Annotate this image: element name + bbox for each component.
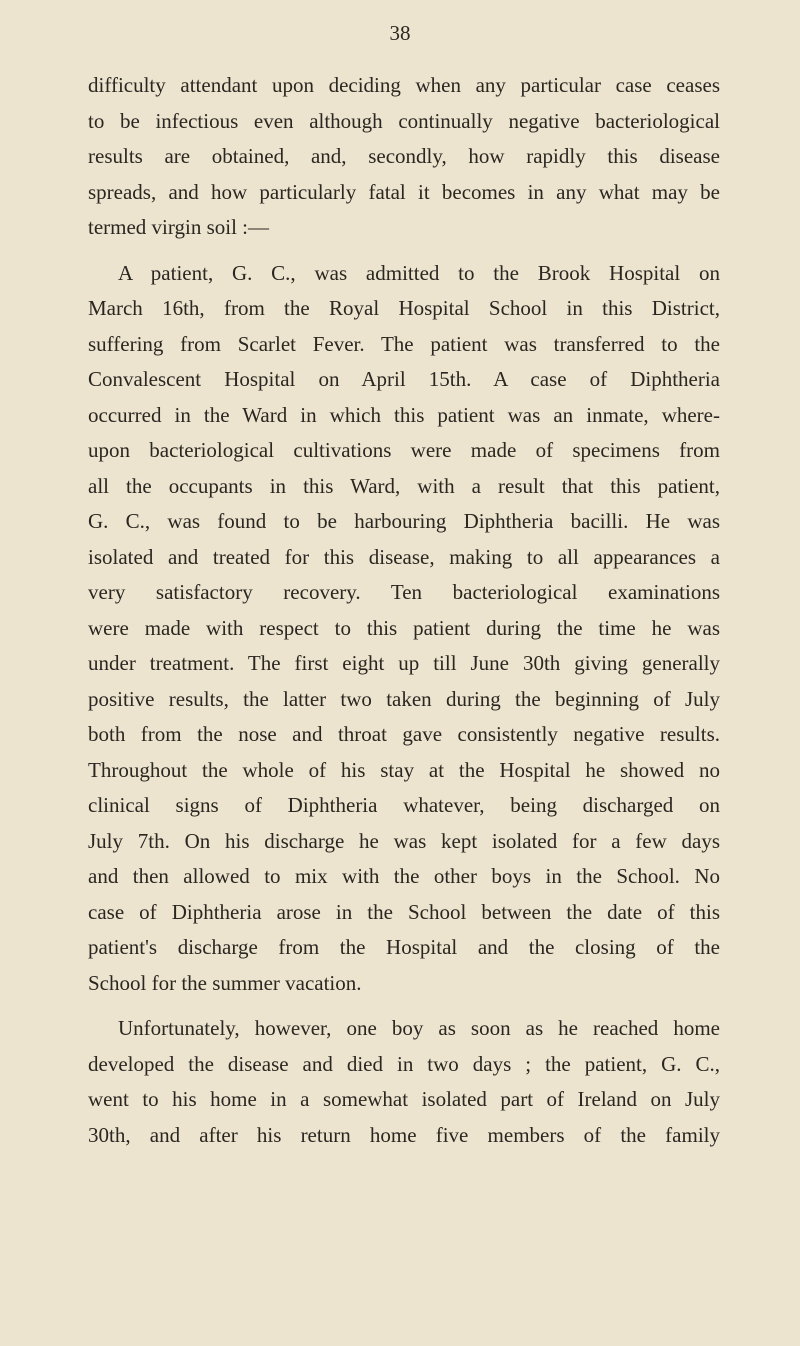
- text-line: developed the disease and died in two days ; the patient, G. C.,: [88, 1051, 720, 1076]
- body-text: [88, 68, 720, 1153]
- text-line: isolated and treated for this disease, making to all appearances a: [88, 544, 720, 569]
- text-line: Convalescent Hospital on April 15th. A case of Diphtheria: [88, 367, 720, 391]
- text-line: case of Diphtheria arose in the School between the date of this: [88, 899, 720, 924]
- paragraph-1: [88, 68, 720, 246]
- text-line: Unfortunately, however, one boy as soon as he reached home: [118, 1016, 720, 1040]
- text-line: March 16th, from the Royal Hospital School in this District,: [88, 296, 720, 320]
- text-line: under treatment. The first eight up till June 30th giving generally: [88, 651, 720, 675]
- text-line: Throughout the whole of his stay at the Hospital he showed no: [88, 757, 720, 782]
- paragraph-3: [88, 1011, 720, 1153]
- text-line: went to his home in a somewhat isolated part of Ireland on July: [88, 1087, 720, 1111]
- paragraph-2: [88, 256, 720, 1002]
- text-line: spreads, and how particularly fatal it becomes in any what may be: [88, 179, 720, 204]
- text-line: 30th, and after his return home five members of the family: [88, 1122, 720, 1147]
- text-line: termed virgin soil :—: [88, 215, 270, 239]
- text-line: G. C., was found to be harbouring Diphtheria bacilli. He was: [88, 509, 720, 533]
- text-line: were made with respect to this patient during the time he was: [88, 615, 720, 640]
- text-line: difficulty attendant upon deciding when any particular case ceases: [88, 73, 720, 97]
- text-line: and then allowed to mix with the other boys in the School. No: [88, 864, 720, 888]
- text-line: patient's discharge from the Hospital and the closing of the: [88, 935, 720, 959]
- text-line: occurred in the Ward in which this patient was an inmate, where-: [88, 402, 720, 427]
- text-line: A patient, G. C., was admitted to the Brook Hospital on: [118, 260, 720, 285]
- text-line: clinical signs of Diphtheria whatever, being discharged on: [88, 793, 720, 817]
- text-line: School for the summer vacation.: [88, 970, 362, 995]
- page-number: 38: [389, 21, 411, 45]
- text-line: to be infectious even although continually negative bacteriological: [88, 108, 720, 133]
- text-line: positive results, the latter two taken during the beginning of July: [88, 686, 720, 711]
- text-line: very satisfactory recovery. Ten bacteriological examinations: [88, 580, 720, 604]
- text-line: both from the nose and throat gave consistently negative results.: [88, 722, 720, 746]
- text-line: suffering from Scarlet Fever. The patient was transferred to the: [88, 331, 720, 356]
- text-line: July 7th. On his discharge he was kept isolated for a few days: [88, 828, 720, 853]
- text-line: all the occupants in this Ward, with a result that this patient,: [88, 473, 720, 498]
- text-line: upon bacteriological cultivations were made of specimens from: [88, 438, 720, 462]
- text-line: results are obtained, and, secondly, how rapidly this disease: [88, 144, 720, 168]
